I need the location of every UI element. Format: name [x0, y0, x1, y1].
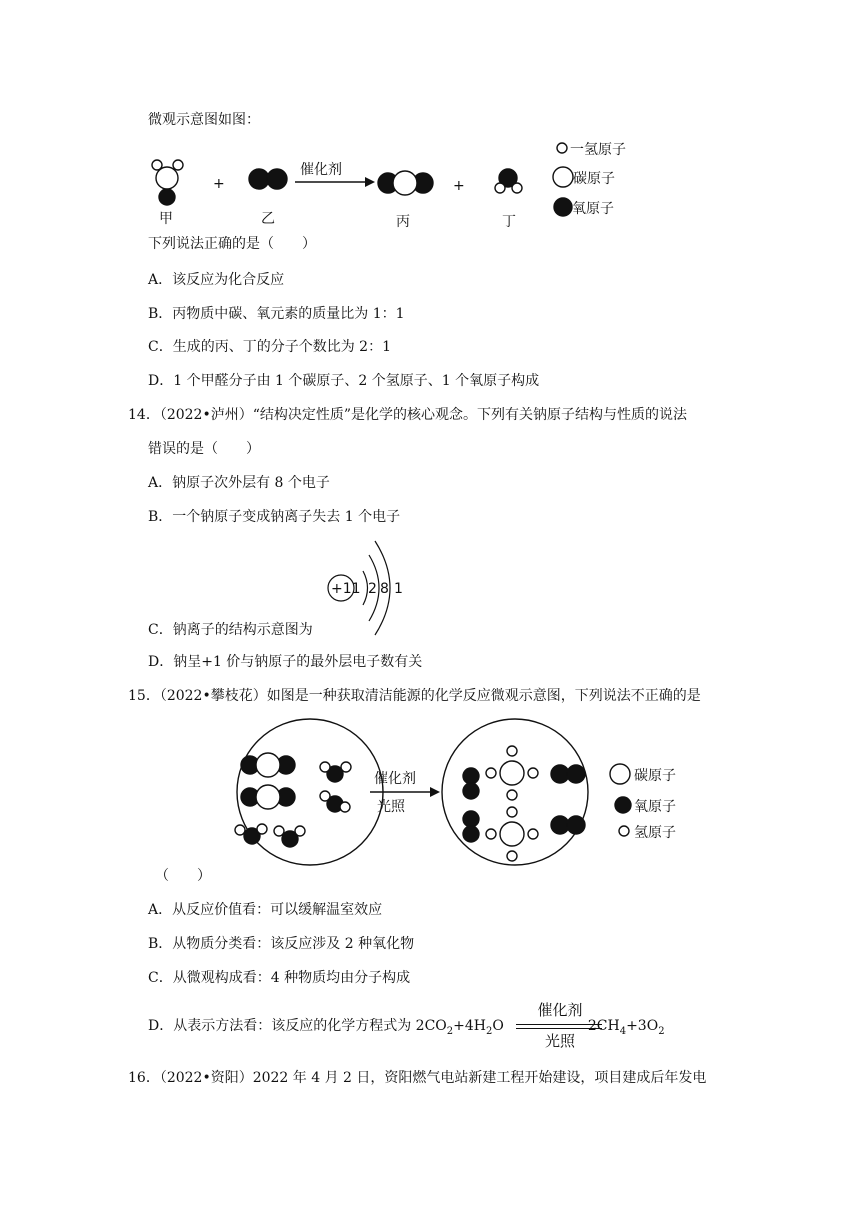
equation-part: +3O	[626, 1018, 659, 1034]
shell-electron-count: 2	[368, 581, 377, 597]
equation-condition-bottom: 光照	[544, 1032, 575, 1050]
h-atom	[341, 762, 351, 772]
o-atom	[463, 826, 479, 842]
h-atom	[486, 829, 496, 839]
h-atom	[507, 790, 517, 800]
q13-option-b: B．丙物质中碳、氧元素的质量比为 1：1	[148, 306, 405, 322]
h-atom	[235, 825, 245, 835]
q14-stem-line1: 14．（2022•泸州）“结构决定性质”是化学的核心观念。下列有关钠原子结构与性质的说法	[128, 407, 688, 423]
o-atom	[551, 816, 569, 834]
o-atom	[267, 169, 287, 189]
c-atom	[500, 822, 524, 846]
q15-option-c: C．从微观构成看：4 种物质均由分子构成	[148, 970, 411, 986]
h-atom	[512, 183, 522, 193]
q15-stem: 15．（2022•攀枝花）如图是一种获取清洁能源的化学反应微观示意图，下列说法不正确的是	[128, 688, 701, 704]
h-atom	[320, 791, 330, 801]
o-atom	[567, 816, 585, 834]
legend-h-atom	[557, 143, 567, 153]
o-atom	[463, 811, 479, 827]
q14-option-d: D．钠呈+1 价与钠原子的最外层电子数有关	[148, 654, 423, 670]
label-jia: 甲	[159, 211, 173, 227]
reaction-diagram-2	[225, 712, 705, 872]
q15-option-a: A．从反应价值看：可以缓解温室效应	[148, 902, 383, 918]
h-atom	[320, 762, 330, 772]
legend-c-atom	[553, 167, 573, 187]
subscript: 2	[486, 1025, 493, 1037]
catalyst-label: 催化剂	[300, 162, 342, 178]
sodium-atom-structure-diagram	[325, 538, 410, 638]
intro-line: 微观示意图如图：	[148, 112, 260, 128]
light-label: 光照	[377, 799, 405, 815]
h-atom	[528, 768, 538, 778]
shell-electron-count: 1	[394, 581, 403, 597]
q14-option-a: A．钠原子次外层有 8 个电子	[148, 475, 330, 491]
h-atom	[173, 160, 183, 170]
equation-part: 2CH	[587, 1018, 620, 1034]
c-atom	[256, 753, 280, 777]
legend-h-atom	[619, 826, 629, 836]
h-atom	[340, 802, 350, 812]
legend-c-atom	[610, 764, 630, 784]
h-atom	[495, 183, 505, 193]
arrow-head	[365, 177, 375, 187]
subscript: 2	[658, 1025, 665, 1037]
equation-equals-bar	[516, 1024, 602, 1025]
h-atom	[507, 746, 517, 756]
q14-stem-line2: 错误的是（ ）	[148, 441, 260, 457]
q15-option-b: B．从物质分类看：该反应涉及 2 种氧化物	[148, 936, 415, 952]
h-atom	[274, 826, 284, 836]
o-atom	[463, 768, 479, 784]
h-atom	[507, 851, 517, 861]
h-atom	[507, 807, 517, 817]
q15-answer-paren: （ ）	[155, 868, 211, 884]
q13-option-d: D．1 个甲醛分子由 1 个碳原子、2 个氢原子、1 个氧原子构成	[148, 373, 540, 389]
electron-shell	[363, 571, 368, 605]
option-d-prefix: D．从表示方法看：该反应的化学方程式为 2CO	[148, 1018, 447, 1034]
h-atom	[486, 768, 496, 778]
h-atom	[528, 829, 538, 839]
catalyst-label: 催化剂	[374, 771, 416, 787]
equation-equals-bar	[516, 1028, 602, 1029]
o-atom	[159, 189, 175, 205]
c-atom	[156, 167, 178, 189]
label-ding: 丁	[502, 214, 516, 230]
label-yi: 乙	[261, 211, 275, 227]
q16-stem: 16．（2022•资阳）2022 年 4 月 2 日，资阳燃气电站新建工程开始建设，项目建成后年发电	[128, 1070, 707, 1086]
equation-part: O	[492, 1018, 504, 1034]
subscript: 2	[446, 1025, 454, 1037]
q14-option-b: B．一个钠原子变成钠离子失去 1 个电子	[148, 509, 401, 525]
legend-o-atom	[554, 198, 572, 216]
h-atom	[295, 826, 305, 836]
legend-o-atom	[615, 797, 631, 813]
legend-carbon: 碳原子	[634, 768, 676, 784]
arrow-head	[430, 787, 440, 797]
legend-oxygen: 氧原子	[572, 201, 614, 217]
q13-option-a: A．该反应为化合反应	[148, 272, 285, 288]
equation-condition-top: 催化剂	[537, 1001, 583, 1019]
o-atom	[551, 765, 569, 783]
legend-hydrogen: 氢原子	[634, 825, 676, 841]
reaction-diagram-1	[140, 130, 660, 235]
h-atom	[257, 824, 267, 834]
o-atom	[249, 169, 269, 189]
o-atom	[463, 783, 479, 799]
plus-sign: +	[453, 178, 465, 194]
q13-option-c: C．生成的丙、丁的分子个数比为 2：1	[148, 339, 391, 355]
equation-part: +4H	[453, 1018, 487, 1034]
q14-option-c: C．钠离子的结构示意图为	[148, 622, 313, 638]
o-atom	[567, 765, 585, 783]
legend-oxygen: 氧原子	[634, 799, 676, 815]
subscript: 4	[619, 1025, 627, 1037]
c-atom	[256, 785, 280, 809]
nucleus-charge: +11	[331, 581, 361, 597]
c-atom	[393, 171, 417, 195]
legend-carbon: 碳原子	[573, 171, 615, 187]
plus-sign: +	[213, 176, 225, 192]
legend-hydrogen: 一氢原子	[570, 142, 626, 158]
c-atom	[500, 761, 524, 785]
label-bing: 丙	[396, 214, 410, 230]
shell-electron-count: 8	[380, 581, 389, 597]
q13-stem: 下列说法正确的是（ ）	[148, 236, 316, 252]
